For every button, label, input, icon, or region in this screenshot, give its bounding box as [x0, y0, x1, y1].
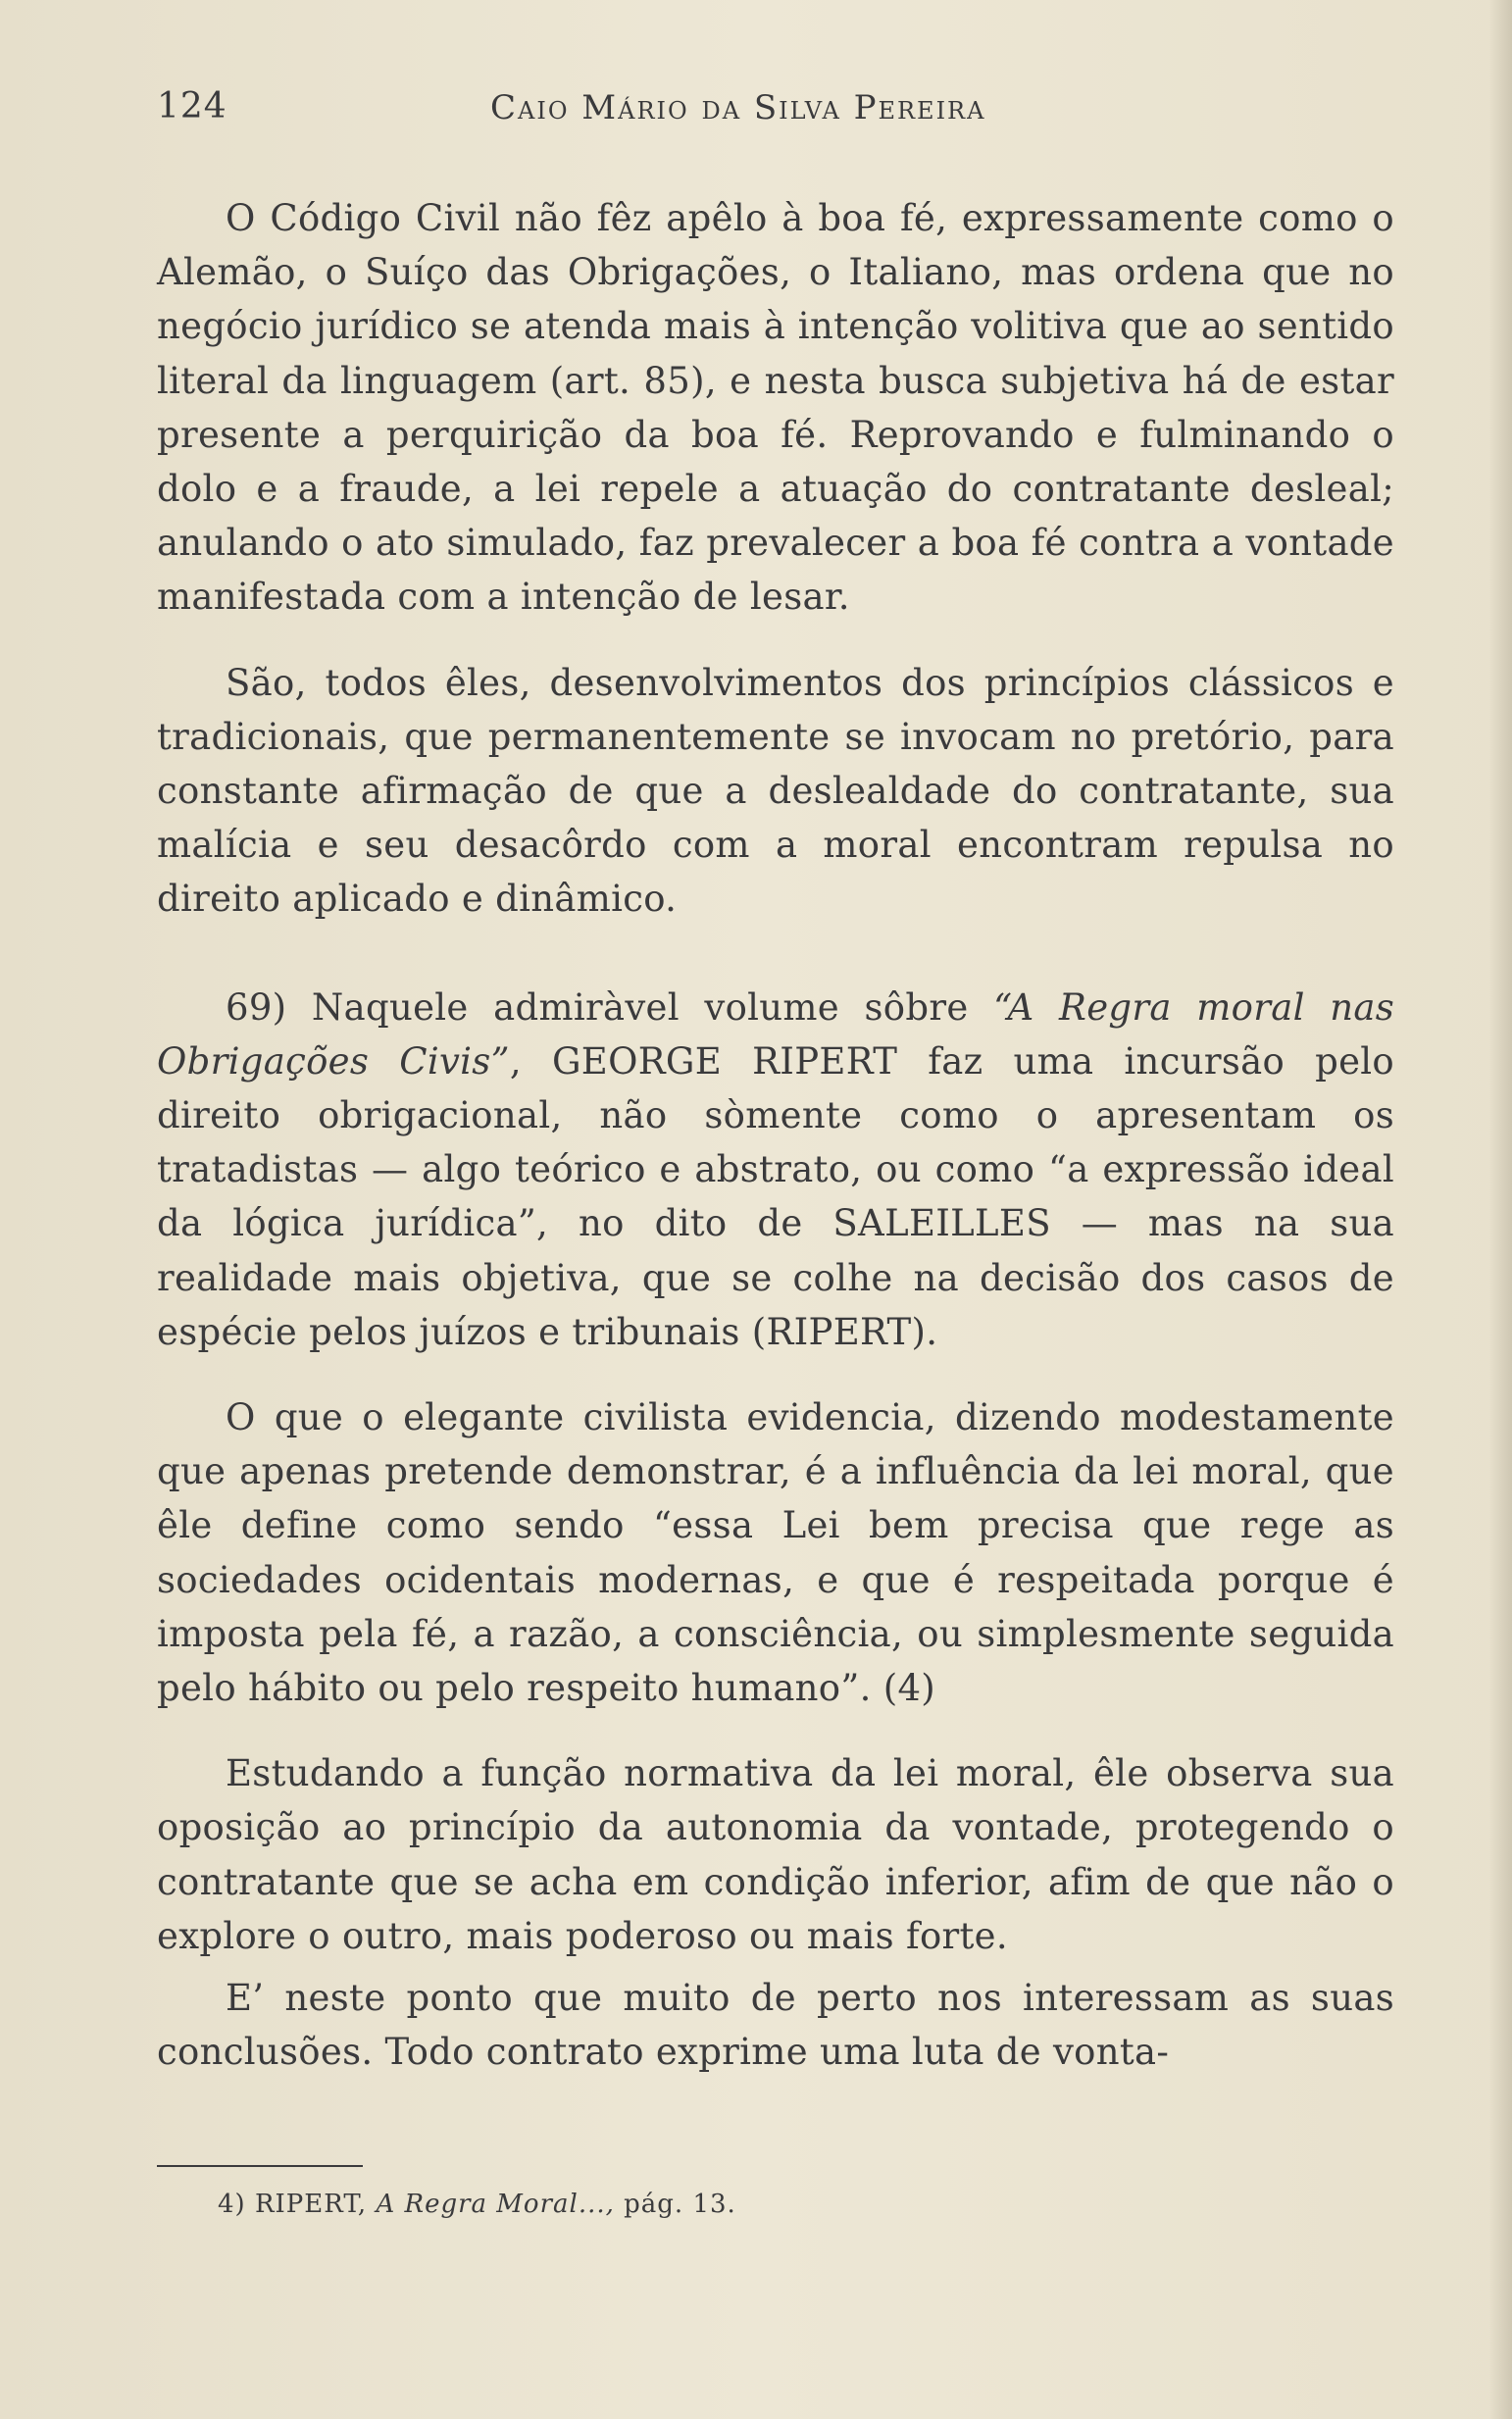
footnote-divider — [157, 2165, 363, 2167]
footnote-title: A Regra Moral..., — [376, 2190, 615, 2219]
footnote-author: RIPERT, — [254, 2190, 368, 2219]
footnote — [218, 2190, 736, 2219]
running-head: Caio Mário da Silva Pereira — [490, 88, 986, 127]
paragraph-section-69 — [157, 981, 1394, 1359]
paragraph: São, todos êles, desenvolvimentos dos princípios clássicos e tradicionais, que permanentemente se invocam no pretório, para constante afirmação de que a deslealdade do contratante, sua malícia e seu desacôrdo com a moral encontram repulsa no direito aplicado e dinâmico. — [157, 661, 1394, 921]
page-number: 124 — [157, 86, 227, 126]
paragraph-rest: , GEORGE RIPERT faz uma incursão pelo direito obrigacional, não sòmente como o apresentam os tratadistas — algo teórico e abstrato, ou como “a expressão ideal da lógica jurídica”, no dito de SALEILLES — mas na sua realidade mais objetiva, que se colhe na decisão dos casos de espécie pelos juízos e tribunais (RIPERT). — [157, 1039, 1395, 1353]
footnote-page: pág. 13. — [624, 2190, 736, 2219]
paragraph-lead: 69) Naquele admiràvel volume sôbre — [226, 985, 994, 1029]
paragraph: O que o elegante civilista evidencia, dizendo modestamente que apenas pretende demonstrar, é a influência da lei moral, que êle define como sendo “essa Lei bem precisa que rege as sociedades ocidentais modernas, e que é respeitada porque é imposta pela fé, a razão, a consciência, ou simplesmente seguida pelo hábito ou pelo respeito humano”. (4) — [157, 1396, 1394, 1710]
footnote-marker: 4) — [218, 2190, 246, 2219]
paragraph: E’ neste ponto que muito de perto nos interessam as suas conclusões. Todo contrato exprime uma luta de vonta- — [157, 1977, 1394, 2074]
page-header — [157, 86, 1392, 145]
italic-work-title: “A Regra moral nas Obrigações Civis” — [157, 985, 1394, 1083]
page-edge-shadow — [1488, 0, 1512, 2419]
paragraph: Estudando a função normativa da lei moral, êle observa sua oposição ao princípio da autonomia da vontade, protegendo o contratante que se acha em condição inferior, afim de que não o explore o outro, mais poderoso ou mais forte. — [157, 1752, 1394, 1957]
body-text — [157, 191, 1394, 2080]
paragraph: O Código Civil não fêz apêlo à boa fé, expressamente como o Alemão, o Suíço das Obrigações, o Italiano, mas ordena que no negócio jurídico se atenda mais à intenção volitiva que ao sentido literal da linguagem (art. 85), e nesta busca subjetiva há de estar presente a perquirição da boa fé. Reprovando e fulminando o dolo e a fraude, a lei repele a atuação do contratante desleal; anulando o ato simulado, faz prevalecer a boa fé contra a vontade manifestada com a intenção de lesar. — [157, 197, 1394, 619]
